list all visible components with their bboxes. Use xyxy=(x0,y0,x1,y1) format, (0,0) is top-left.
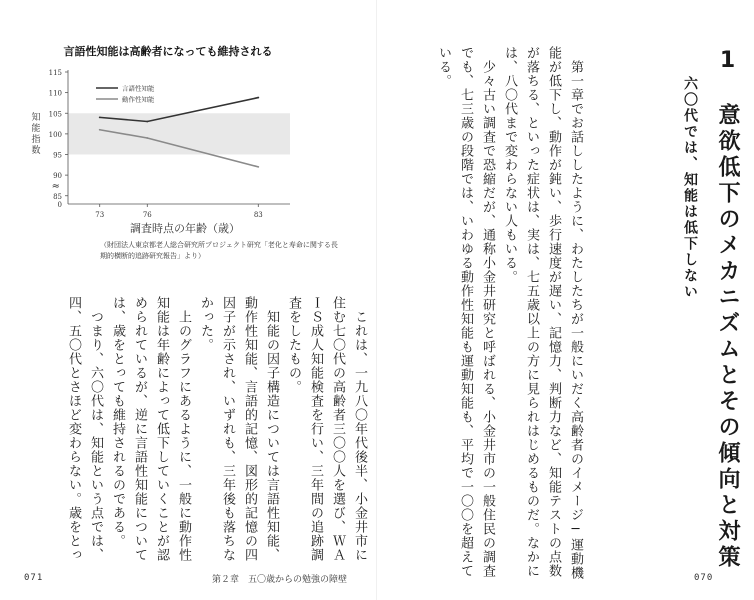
data-point xyxy=(257,166,259,168)
left-body-text xyxy=(62,296,370,562)
text-line: められているが、逆に言語性知能について xyxy=(132,296,147,562)
text-line: つまり、六〇代は、知能という点では、 xyxy=(88,296,103,562)
y-axis-group xyxy=(49,69,68,209)
data-point xyxy=(146,121,148,123)
shaded-band xyxy=(68,113,290,154)
text-line: が落ちる、といった症状は、実は、七五歳以上の方に見られはじめるものだ。なかに xyxy=(524,46,539,578)
y-tick-label: 115 xyxy=(48,69,62,77)
text-line: 住む七〇代の高齢者三〇〇人を選び、ＷＡ xyxy=(330,296,345,562)
page-number-left: 071 xyxy=(24,573,44,583)
legend xyxy=(96,84,155,104)
y-zero-label: 0 xyxy=(57,201,62,209)
subheading: 六〇代では、知能は低下しない xyxy=(682,76,698,300)
text-line: いる。 xyxy=(436,46,451,88)
x-tick-label: 73 xyxy=(95,211,105,219)
text-line: 査をしたもの。 xyxy=(286,296,301,394)
y-tick-label: 85 xyxy=(53,192,62,201)
y-tick-label: 105 xyxy=(48,110,62,119)
text-line: 因子が示され、いずれも、三年後も落ちな xyxy=(220,296,235,562)
chart-source: （財団法人東京都老人総合研究所プロジェクト研究「老化と寿命に関する長期的横断的追跡研究報告」より） xyxy=(100,241,338,260)
text-line: は、八〇代まで変わらない人もいる。 xyxy=(502,46,517,284)
right-body-text xyxy=(432,46,586,580)
y-tick-label: 110 xyxy=(48,89,62,98)
y-tick-label: 90 xyxy=(53,172,62,181)
text-line: でも、七三歳の段階では、いわゆる動作性知能も運動知能も、平均で一〇〇を超えて xyxy=(458,46,473,578)
y-axis-label-char: 知 xyxy=(31,113,41,123)
running-head: 第２章 五〇歳からの勉強の障壁 xyxy=(212,575,348,585)
text-line: ＩＳ成人知能検査を行い、三年間の追跡調 xyxy=(308,296,323,562)
x-tick-label: 83 xyxy=(253,211,263,219)
text-line: 能が低下し、動作が鈍い、歩行速度が遅い、記憶力、判断力など、知能テストの点数 xyxy=(546,46,561,578)
data-point xyxy=(146,137,148,139)
legend-label: 動作性知能 xyxy=(122,95,155,104)
text-line: 上のグラフにあるように、一般に動作性 xyxy=(176,296,191,562)
y-tick-label: 100 xyxy=(48,130,62,139)
text-line: は、歳をとっても維持されるのである。 xyxy=(110,296,125,548)
y-axis-label-char: 数 xyxy=(31,146,41,156)
x-axis-label: 調査時点の年齢（歳） xyxy=(130,222,240,235)
page-number-right: 070 xyxy=(694,573,714,583)
y-axis-label-char: 能 xyxy=(31,124,41,134)
text-line: 動作性知能、言語的記憶、図形的記憶の四 xyxy=(242,296,257,562)
text-line: 第一章でお話ししたように、わたしたちが一般にいだく高齢者のイメージ─運動機 xyxy=(568,46,583,580)
y-axis-label-char: 指 xyxy=(31,135,41,145)
text-line: 少々古い調査で恐縮だが、通称小金井研究と呼ばれる、小金井市の一般住民の調査 xyxy=(480,46,495,578)
chart-title: 言語性知能は高齢者になっても維持される xyxy=(63,45,273,58)
y-tick-label: 95 xyxy=(53,151,62,160)
axis-break-symbol: ≈ xyxy=(51,181,60,193)
data-point xyxy=(257,97,259,99)
text-line: 四、五〇代とさほど変わらない。歳をとっ xyxy=(66,296,81,562)
text-line: これは、一九八〇年代後半、小金井市に xyxy=(352,296,367,562)
text-line: かった。 xyxy=(198,296,213,352)
text-line: 知能は年齢によって低下していくことが認 xyxy=(154,296,169,562)
text-line: 知能の因子構造については言語性知能、 xyxy=(264,296,279,562)
data-point xyxy=(99,129,101,131)
x-tick-label: 76 xyxy=(142,211,152,219)
legend-label: 言語性知能 xyxy=(122,84,155,93)
data-point xyxy=(99,116,101,118)
x-axis-group xyxy=(68,204,290,219)
gutter xyxy=(376,0,377,600)
line-chart xyxy=(0,0,377,270)
section-title: 1 意欲低下のメカニズムとその傾向と対策 xyxy=(715,48,740,571)
